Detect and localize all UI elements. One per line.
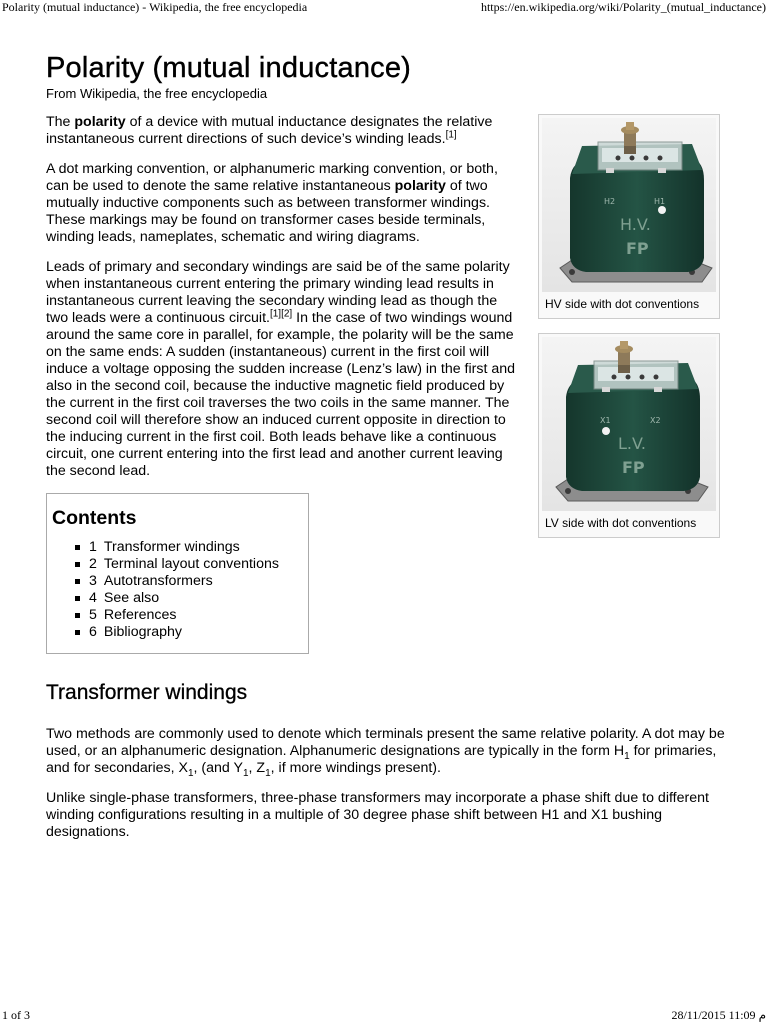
subscript: 1	[265, 767, 271, 779]
transformer-hv-image[interactable]	[542, 118, 716, 292]
intro-column	[46, 114, 518, 654]
text-run: , Z	[248, 760, 266, 776]
toc-item-references[interactable]	[75, 607, 308, 624]
table-of-contents	[46, 493, 309, 654]
intro-paragraph-2	[46, 161, 518, 246]
toc-title: Contents	[52, 507, 137, 529]
toc-number: 6	[89, 624, 97, 640]
text-run: In the case of two windings wound around the same core in parallel, for example, the polarity will be the same on the same ends: A sudden (instantaneous) current in the first coil will induce a voltage opposing the sudden increase (Lenz’s law) in the first and also in the second coil, because the inductive magnetic field produced by the current in the first coil traverses the two coils in the same manner. The second coil will therefore show an induced current opposite in direction to the inducing current in the first coil. Both leads behave like a continuous circuit, one current entering into the first lead and another current leaving the second lead.	[46, 310, 516, 479]
section-paragraph-2: Unlike single-phase transformers, three-phase transformers may incorporate a phase shift due to different winding configurations resulting in a multiple of 30 degree phase shift between H1 and X1 bushing designations.	[46, 790, 709, 840]
figure-lv[interactable]	[538, 333, 720, 538]
page-counter: 1 of 3	[2, 1008, 30, 1022]
toc-item-terminal-layout[interactable]	[75, 556, 308, 573]
figure-column	[538, 114, 720, 552]
section-transformer-windings	[46, 680, 726, 841]
svg-text:FP: FP	[622, 458, 645, 477]
lv-plate-text: L.V.	[618, 434, 646, 453]
text-run: , if more windings present).	[270, 760, 441, 776]
toc-label: Terminal layout conventions	[103, 556, 279, 572]
toc-label: Transformer windings	[103, 539, 240, 555]
toc-number: 1	[89, 539, 97, 555]
print-header	[0, 0, 768, 16]
article-content	[46, 50, 726, 854]
toc-list	[52, 539, 308, 641]
text-run: of a device with mutual inductance designates the relative instantaneous current directions of such device’s winding leads.	[46, 114, 493, 147]
transformer-hv-drawing	[542, 118, 716, 292]
toc-number: 4	[89, 590, 97, 606]
intro-paragraph-3	[46, 259, 518, 480]
bold-term: polarity	[394, 178, 446, 194]
hv-plate-text: H.V.	[620, 215, 651, 234]
text-run: The	[46, 114, 75, 130]
article-body	[46, 114, 726, 841]
toc-item-autotransformers[interactable]	[75, 573, 308, 590]
toc-label: See also	[103, 590, 160, 606]
print-footer	[0, 1008, 768, 1024]
polarity-dot	[658, 206, 666, 214]
bold-term: polarity	[74, 114, 126, 130]
toc-number: 3	[89, 573, 97, 589]
subscript: 1	[624, 750, 630, 762]
transformer-lv-drawing	[542, 337, 716, 511]
text-run: , (and Y	[193, 760, 243, 776]
print-datetime: 28/11/2015 11:09 م	[671, 1008, 766, 1022]
svg-text:FP: FP	[626, 239, 649, 258]
print-header-title: Polarity (mutual inductance) - Wikipedia, the free encyclopedia	[2, 0, 308, 14]
text-run: for primaries, and for secondaries, X	[46, 743, 717, 776]
subscript: 1	[187, 767, 194, 779]
text-run: Leads of primary and secondary windings are said be of the same polarity when instantaneous current entering the primary winding lead results in instantaneous current leaving the secondary winding lead as though the two leads were a continuous circuit.	[46, 259, 510, 326]
hv-label-left: H2	[604, 197, 616, 206]
page-title: Polarity (mutual inductance)	[46, 52, 412, 84]
intro-paragraph-1	[46, 114, 518, 148]
text-run: A dot marking convention, or alphanumeric marking convention, or both, can be used to denote the same relative instantaneous	[46, 161, 498, 194]
toc-item-bibliography[interactable]	[75, 624, 308, 641]
hv-label-right: H1	[654, 197, 666, 206]
section-paragraph-1	[46, 726, 726, 777]
figure-lv-caption: LV side with dot conventions	[545, 516, 697, 530]
toc-label: Bibliography	[103, 624, 182, 640]
toc-number: 2	[89, 556, 97, 572]
toc-label: Autotransformers	[103, 573, 213, 589]
text-run: Two methods are commonly used to denote which terminals present the same relative polarity. A dot may be used, or an alphanumeric designation. Alphanumeric designations are typically in the form H	[46, 726, 725, 759]
toc-number: 5	[89, 607, 97, 623]
print-header-url[interactable]: https://en.wikipedia.org/wiki/Polarity_(mutual_inductance)	[480, 0, 766, 14]
section-heading: Transformer windings	[46, 681, 248, 704]
lv-label-right: X2	[650, 416, 661, 425]
toc-item-see-also[interactable]	[75, 590, 308, 607]
figure-hv-caption: HV side with dot conventions	[545, 297, 700, 311]
toc-item-transformer-windings[interactable]	[75, 539, 308, 556]
figure-hv[interactable]	[538, 114, 720, 319]
reference-link[interactable]: [1]	[445, 129, 457, 141]
lv-label-left: X1	[600, 416, 611, 425]
site-tagline: From Wikipedia, the free encyclopedia	[46, 86, 268, 101]
transformer-lv-image[interactable]	[542, 337, 716, 511]
subscript: 1	[242, 767, 249, 779]
reference-link[interactable]: [1][2]	[269, 308, 293, 320]
polarity-dot	[602, 427, 610, 435]
toc-label: References	[103, 607, 177, 623]
text-run: of two mutually inductive components such as between transformer windings. These markings may be found on transformer cases beside terminals, winding leads, nameplates, schematic and wiring diagrams.	[46, 178, 490, 245]
